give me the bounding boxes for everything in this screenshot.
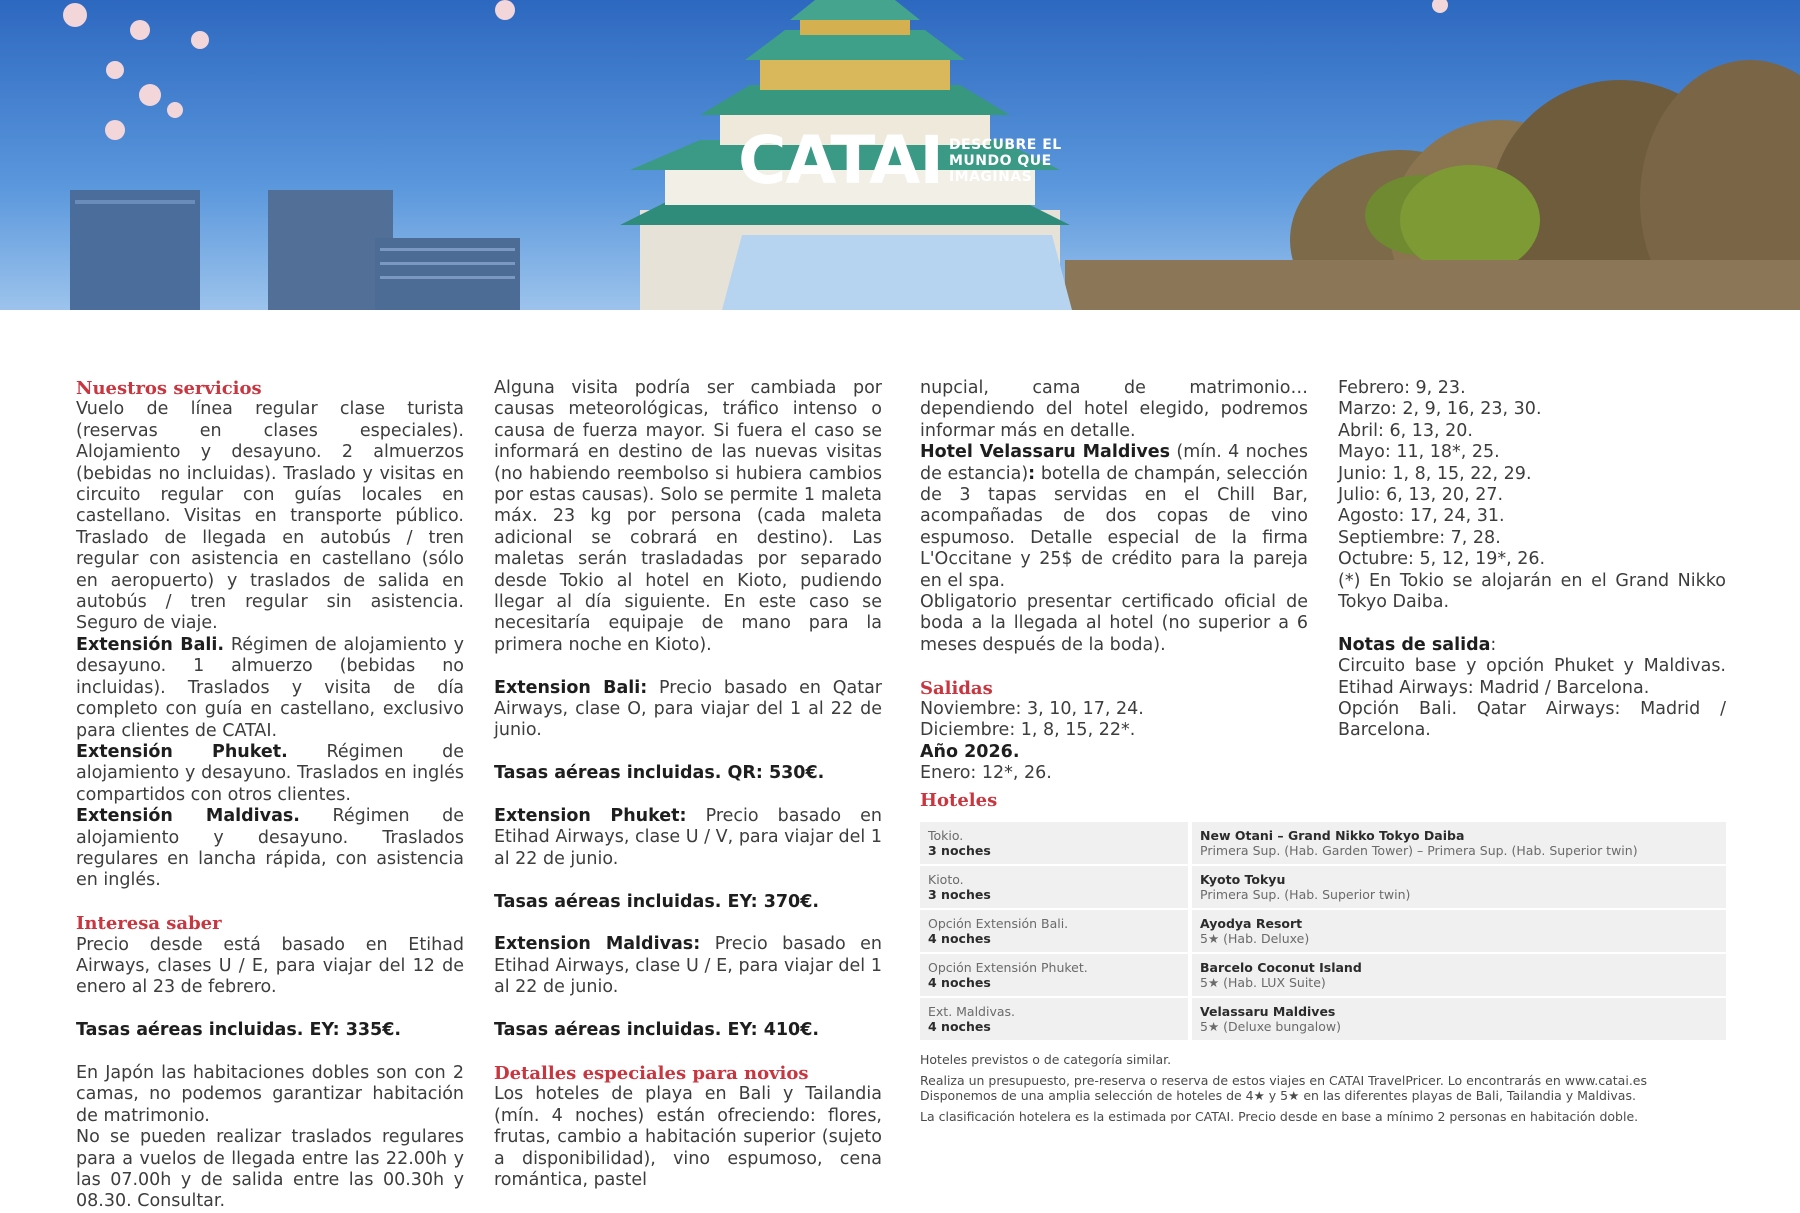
banner-tab [722, 235, 1072, 310]
column-2 [494, 378, 882, 1191]
extension-phuket-paragraph [76, 742, 464, 806]
japon-text: En Japón las habitaciones dobles son con 2 camas, no podemos garantizar habitación de matrimonio. [76, 1062, 464, 1126]
extension-maldivas-price-text: Precio basado en Etihad Airways, clase U / E, para viajar del 1 al 22 de junio. [494, 934, 882, 998]
hotel-city: Opción Extensión Bali. [928, 916, 1069, 931]
table-row [920, 822, 1726, 864]
extension-maldivas-price-paragraph [494, 934, 882, 998]
hotel-nights: 4 noches [928, 1019, 991, 1034]
table-row [920, 910, 1726, 952]
extension-bali-paragraph [76, 635, 464, 742]
salidas-ano-2026: Año 2026. [920, 741, 1020, 762]
velassaru-text: botella de champán, selección de 3 tapas servidas en el Chill Bar, acompañadas de dos copas de vino espumoso. Detalle especial de la firma L'Occitane y 25$ de crédito para la pareja en el spa. [920, 463, 1308, 591]
extension-bali-text: Régimen de alojamiento y desayuno. 1 almuerzo (bebidas no incluidas). Traslados y visita de día completo con guía en castellano, exclusivo para clientes de CATAI. [76, 634, 464, 741]
salidas-month: Agosto: 17, 24, 31. [1338, 506, 1505, 527]
hotel-nights: 4 noches [928, 975, 991, 990]
hotel-city: Ext. Maldivas. [928, 1004, 1016, 1019]
note-similar: Hoteles previstos o de categoría similar. [920, 1052, 1172, 1067]
table-row [920, 866, 1726, 908]
extension-maldivas-label: Extensión Maldivas. [76, 806, 300, 827]
hotel-name: Barcelo Coconut Island [1200, 960, 1362, 975]
note-seleccion: Disponemos de una amplia selección de hoteles de 4★ y 5★ en las diferentes playas de Bali, Tailandia y Maldivas. [920, 1088, 1636, 1103]
velassaru-colon: : [1028, 463, 1036, 484]
hotel-city: Opción Extensión Phuket. [928, 960, 1088, 975]
extension-maldivas-text: Régimen de alojamiento y desayuno. Traslados regulares en lancha rápida, con asistencia en inglés. [76, 806, 464, 891]
servicios-text: Vuelo de línea regular clase turista (reservas en clases especiales). Alojamiento y desayuno. 2 almuerzos (bebidas no incluidas). Traslado y visitas en circuito regular con guías locales en castellano. Visitas en transporte público. Traslado de llegada en autobús / tren regular con asistencia en castellano (sólo en aeropuerto) y traslados de salida en autobús / tren regular sin asistencia. Seguro de viaje. [76, 399, 464, 634]
salidas-month: Abril: 6, 13, 20. [1338, 420, 1473, 441]
salidas-month: Octubre: 5, 12, 19*, 26. [1338, 549, 1546, 570]
note-presupuesto: Realiza un presupuesto, pre-reserva o reserva de estos viajes en CATAI TravelPricer. Lo encontrarás en www.catai.es [920, 1073, 1647, 1088]
hotel-footnotes [920, 1052, 1740, 1124]
column-4 [1338, 378, 1726, 742]
hotel-nights: 3 noches [928, 843, 991, 858]
heading-nuestros-servicios: Nuestros servicios [76, 378, 262, 399]
hotel-name: Ayodya Resort [1200, 916, 1303, 931]
hotel-nights: 4 noches [928, 931, 991, 946]
salidas-month: Septiembre: 7, 28. [1338, 527, 1501, 548]
hotel-category: 5★ (Deluxe bungalow) [1200, 1019, 1341, 1034]
extension-maldivas-paragraph [76, 806, 464, 892]
tasas-qr-530: Tasas aéreas incluidas. QR: 530€. [494, 763, 825, 784]
extension-phuket-price-label: Extension Phuket: [494, 806, 687, 827]
table-row [920, 954, 1726, 996]
hotel-city-cell [920, 998, 1188, 1040]
obligatorio-text: Obligatorio presentar certificado oficial de boda a la llegada al hotel (no superior a 6 meses después de la boda). [920, 592, 1308, 655]
heading-salidas: Salidas [920, 677, 993, 699]
heading-hoteles: Hoteles [920, 790, 998, 811]
salidas-month: Julio: 6, 13, 20, 27. [1338, 485, 1504, 506]
logo-tagline [949, 137, 1062, 185]
visita-text: Alguna visita podría ser cambiada por causas meteorológicas, tráfico intenso o causa de fuerza mayor. Si fuera el caso se informará en destino de las nuevas visitas (no habiendo reembolso si hubiera cambios por estas causas). Solo se permite 1 maleta máx. 23 kg por persona (cada maleta adicional se cobrará en destino). Las maletas serán trasladadas por separado desde Tokio al hotel en Kioto, pudiendo llegar al día siguiente. En este caso se necesitaría equipaje de mano para la primera noche en Kioto). [494, 378, 882, 655]
salidas-month: Febrero: 9, 23. [1338, 378, 1466, 398]
salidas-month: Junio: 1, 8, 15, 22, 29. [1338, 463, 1532, 484]
table-row [920, 998, 1726, 1040]
tagline-line-2: MUNDO QUE [948, 153, 1052, 169]
hotels-table [920, 822, 1726, 1042]
tagline-line-3: IMAGINAS [948, 169, 1033, 185]
precio-text: Precio desde está basado en Etihad Airways, clases U / E, para viajar del 12 de enero al 23 de febrero. [76, 934, 464, 998]
extension-maldivas-price-label: Extension Maldivas: [494, 934, 701, 955]
hotel-nights: 3 noches [928, 887, 991, 902]
nota-tokio: (*) En Tokio se alojarán en el Grand Nikko Tokyo Daiba. [1338, 570, 1726, 613]
hotel-info-cell [1192, 910, 1726, 952]
hotel-city: Tokio. [928, 828, 964, 843]
traslados-text: No se pueden realizar traslados regulares para a vuelos de llegada entre las 22.00h y las 07.00h y de salida entre las 00.30h y 08.30. Consultar. [76, 1127, 464, 1212]
hotel-city: Kioto. [928, 872, 964, 887]
heading-interesa-saber: Interesa saber [76, 913, 222, 935]
tagline-line-1: DESCUBRE EL [948, 137, 1062, 153]
salidas-month: Marzo: 2, 9, 16, 23, 30. [1338, 399, 1542, 420]
hotel-info-cell [1192, 998, 1726, 1040]
extension-bali-price-text: Precio basado en Qatar Airways, clase O, para viajar del 1 al 22 de junio. [494, 677, 882, 741]
hotel-name: New Otani – Grand Nikko Tokyo Daiba [1200, 828, 1465, 843]
hotel-name: Velassaru Maldives [1200, 1004, 1336, 1019]
velassaru-stay: (mín. 4 noches de estancia) [920, 442, 1309, 484]
salidas-diciembre: Diciembre: 1, 8, 15, 22*. [920, 720, 1136, 741]
hotel-category: Primera Sup. (Hab. Superior twin) [1200, 887, 1411, 902]
column-1 [76, 378, 464, 1213]
hotel-info-cell [1192, 954, 1726, 996]
opcion-bali-text: Opción Bali. Qatar Airways: Madrid / Barcelona. [1338, 699, 1726, 741]
tasas-ey-410: Tasas aéreas incluidas. EY: 410€. [494, 1020, 820, 1041]
hotel-city-cell [920, 910, 1188, 952]
notas-salida-heading [1338, 635, 1726, 656]
hotel-city-cell [920, 822, 1188, 864]
tasas-ey-370: Tasas aéreas incluidas. EY: 370€. [494, 891, 820, 912]
notas-salida-label: Notas de salida [1338, 634, 1491, 655]
hotel-name: Kyoto Tokyu [1200, 872, 1286, 887]
salidas-enero: Enero: 12*, 26. [920, 763, 1052, 784]
hotel-info-cell [1192, 866, 1726, 908]
logo-wordmark: CATAI [738, 122, 943, 199]
hero-banner [0, 0, 1800, 310]
extension-phuket-text: Régimen de alojamiento y desayuno. Traslados en inglés compartidos con otros clientes. [76, 741, 464, 805]
hotel-category: 5★ (Hab. Deluxe) [1200, 931, 1310, 946]
notas-salida-colon: : [1490, 634, 1497, 655]
salidas-month: Mayo: 11, 18*, 25. [1338, 442, 1500, 463]
note-clasificacion: La clasificación hotelera es la estimada por CATAI. Precio desde en base a mínimo 2 personas en habitación doble. [920, 1109, 1639, 1124]
extension-bali-label: Extensión Bali. [76, 634, 225, 655]
catai-logo[interactable] [738, 122, 1062, 199]
novios-text: Los hoteles de playa en Bali y Tailandia (mín. 4 noches) están ofreciendo: flores, frutas, cambio a habitación superior (sujeto a disponibilidad), vino espumoso, cena romántica, pastel [494, 1084, 882, 1190]
hotel-city-cell [920, 954, 1188, 996]
salidas-noviembre: Noviembre: 3, 10, 17, 24. [920, 699, 1144, 720]
hotel-city-cell [920, 866, 1188, 908]
hotel-info-cell [1192, 822, 1726, 864]
velassaru-paragraph [920, 442, 1308, 592]
column-3 [920, 378, 1308, 785]
hotel-category: 5★ (Hab. LUX Suite) [1200, 975, 1326, 990]
extension-bali-price-label: Extension Bali: [494, 677, 648, 698]
hotel-category: Primera Sup. (Hab. Garden Tower) – Primera Sup. (Hab. Superior twin) [1200, 843, 1638, 858]
extension-phuket-price-paragraph [494, 806, 882, 870]
extension-bali-price-paragraph [494, 678, 882, 742]
heading-detalles-novios: Detalles especiales para novios [494, 1062, 809, 1084]
circuito-text: Circuito base y opción Phuket y Maldivas. Etihad Airways: Madrid / Barcelona. [1338, 656, 1726, 698]
velassaru-label: Hotel Velassaru Maldives [920, 442, 1171, 463]
novios-continued-text: nupcial, cama de matrimonio… dependiendo del hotel elegido, podremos informar más en detalle. [920, 378, 1308, 441]
extension-phuket-price-text: Precio basado en Etihad Airways, clase U / V, para viajar del 1 al 22 de junio. [494, 806, 882, 869]
extension-phuket-label: Extensión Phuket. [76, 741, 288, 762]
tasas-ey-335: Tasas aéreas incluidas. EY: 335€. [76, 1020, 402, 1041]
